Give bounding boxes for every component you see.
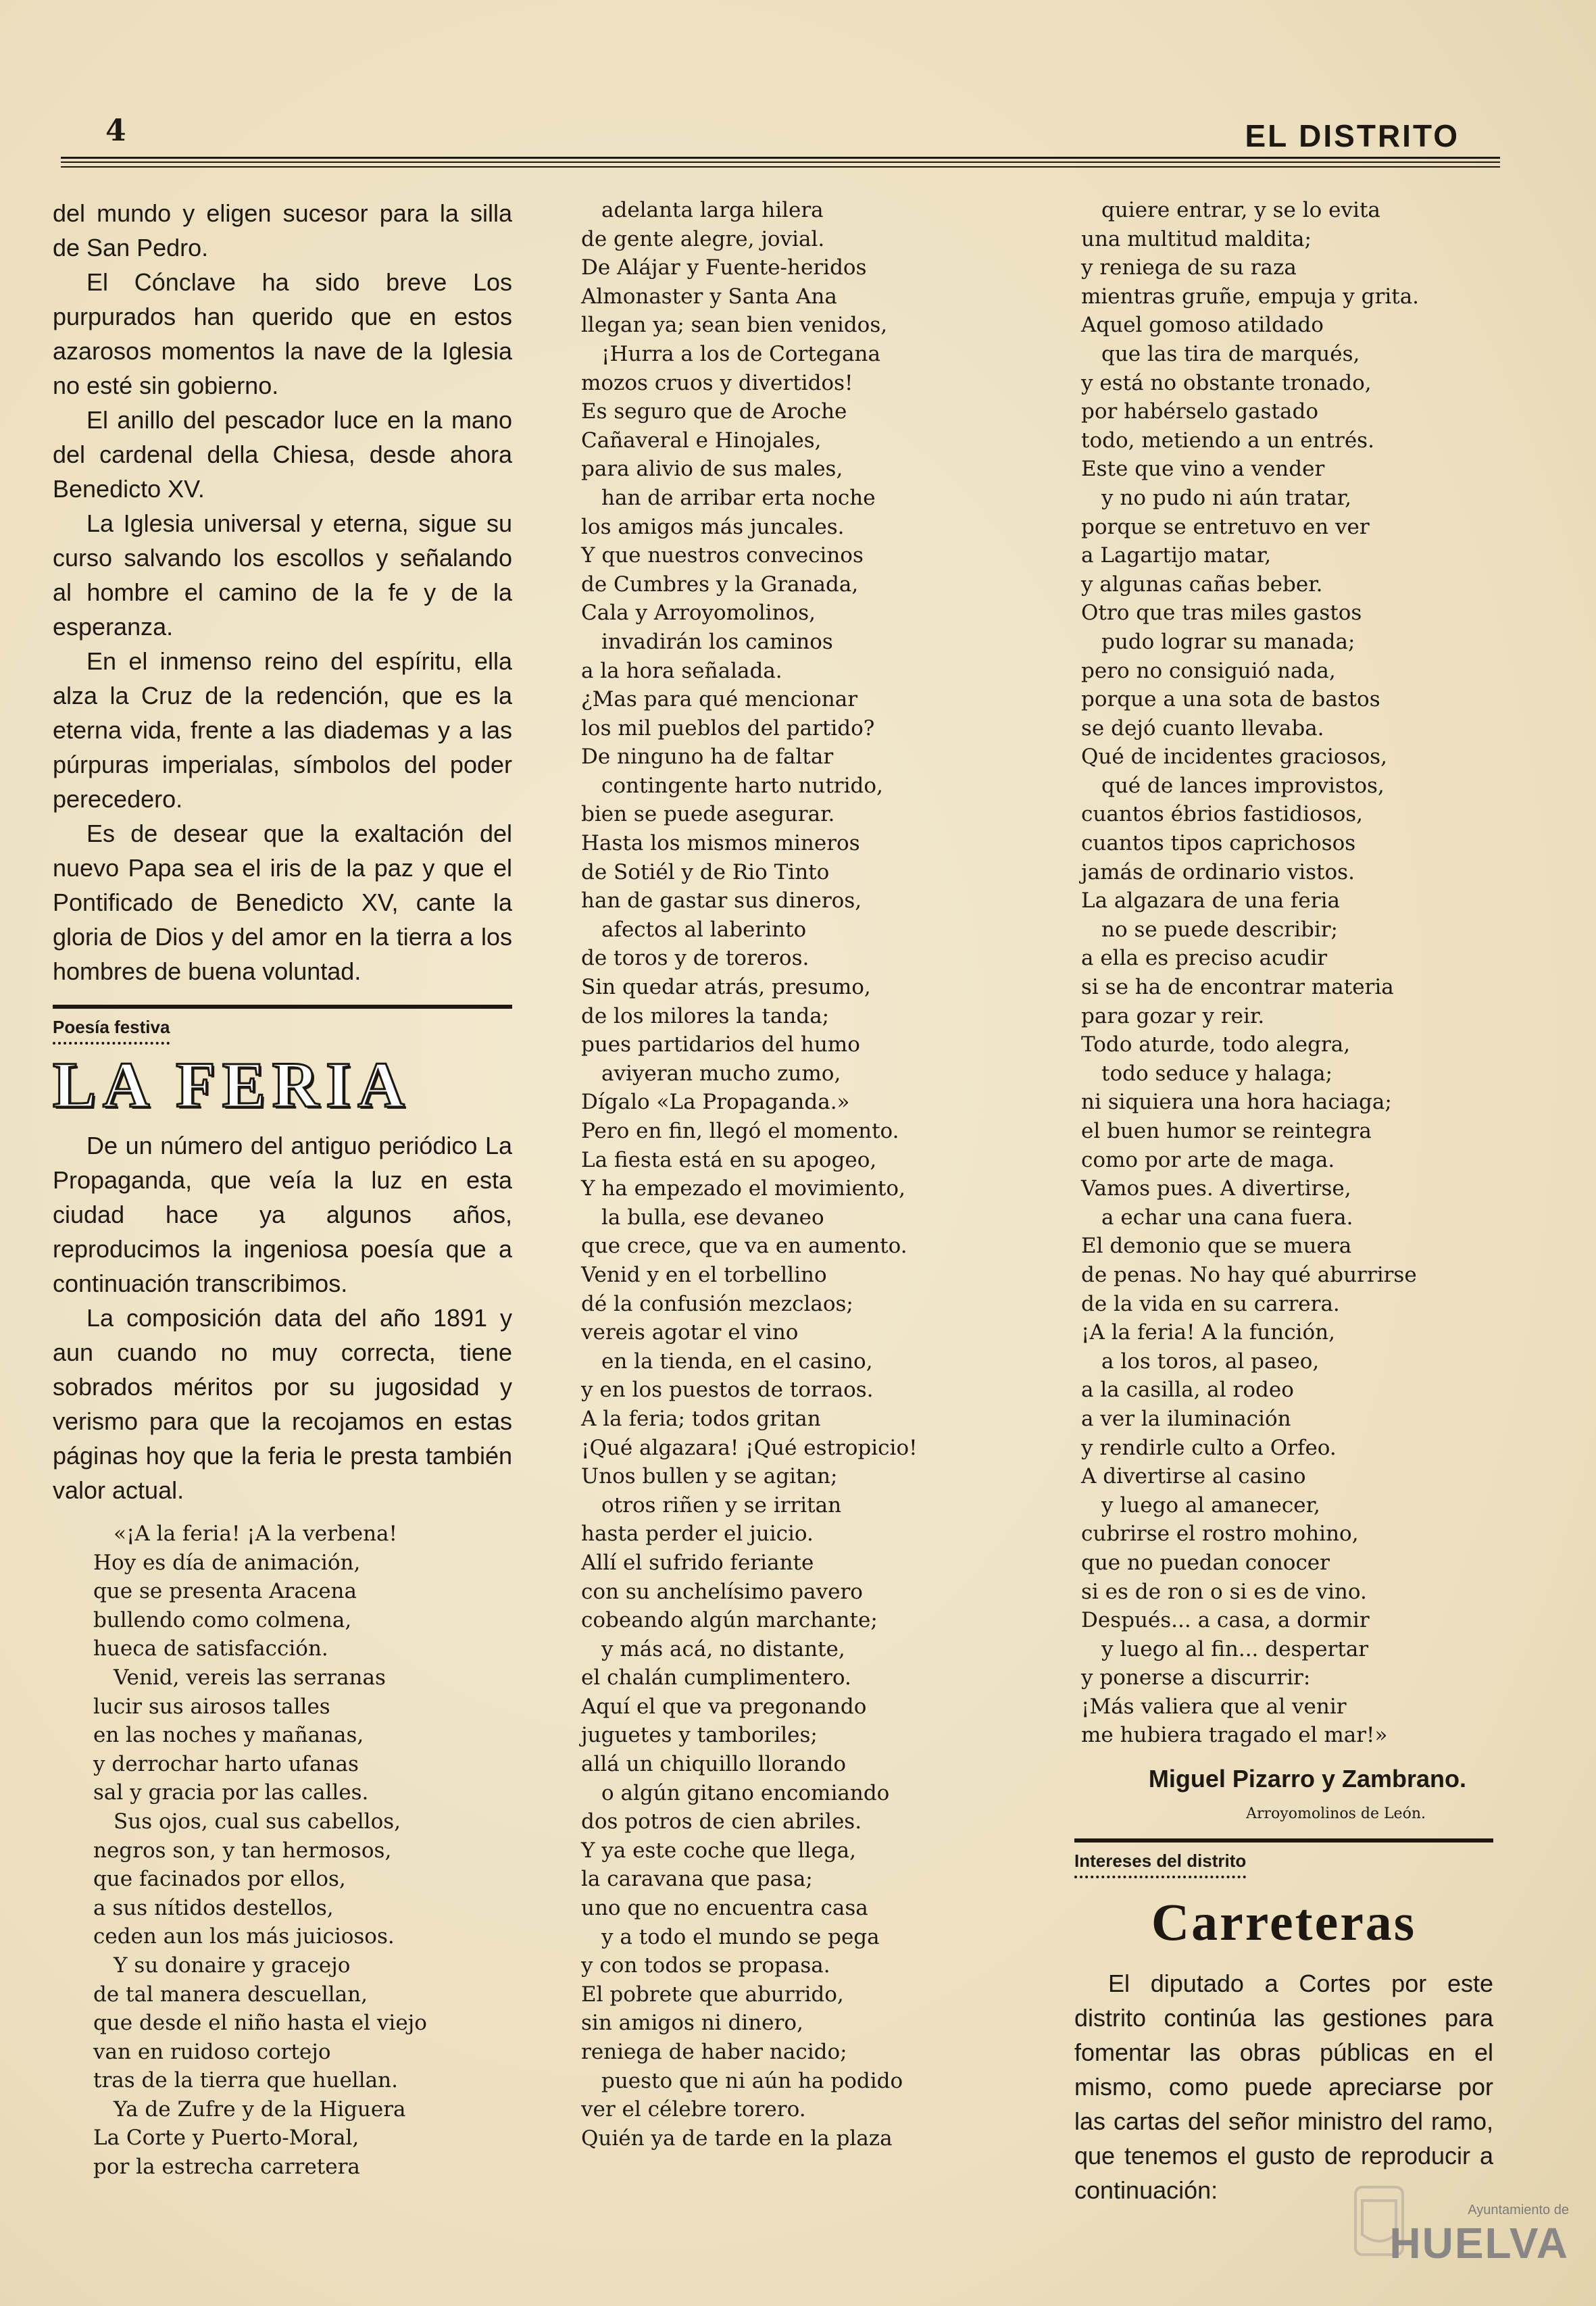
verse-line: ceden aun los más juiciosos. — [93, 1924, 395, 1949]
paragraph: De un número del antiguo periódico La Propaganda, que veía la luz en esta ciudad hace ya algunos años, reproducimos la ingeniosa poesía que a continuación transcribimos. — [53, 1132, 512, 1297]
verse-line: quiere entrar, y se lo evita — [1101, 198, 1380, 222]
verse-line: como por arte de maga. — [1081, 1147, 1335, 1172]
verse-line: A divertirse al casino — [1081, 1464, 1306, 1489]
verse-line: Y ha empezado el movimiento, — [581, 1176, 905, 1201]
verse-line: la caravana que pasa; — [581, 1867, 813, 1892]
verse-line: La fiesta está en su apogeo, — [581, 1147, 877, 1172]
verse-line: porque a una sota de bastos — [1081, 687, 1380, 712]
paragraph: El Cónclave ha sido breve Los purpurados han querido que en estos azarosos momentos la nave de la Iglesia no esté sin gobierno. — [53, 268, 512, 399]
verse-line: uno que no encuentra casa — [581, 1896, 868, 1921]
verse-line: Todo aturde, todo alegra, — [1081, 1032, 1351, 1057]
feria-intro — [53, 1128, 512, 1507]
verse-line: de los milores la tanda; — [581, 1003, 830, 1028]
verse-line: Sus ojos, cual sus cabellos, — [114, 1809, 401, 1834]
verse-line: ni siquiera una hora haciaga; — [1081, 1090, 1392, 1115]
verse-line: que las tira de marqués, — [1101, 341, 1360, 366]
verse-line: si es de ron o si es de vino. — [1081, 1579, 1367, 1604]
section-kicker: Poesía festiva — [53, 1017, 170, 1045]
verse-line: La Corte y Puerto-Moral, — [93, 2126, 359, 2151]
verse-line: y con todos se propasa. — [581, 1953, 830, 1978]
verse-line: me hubiera tragado el mar!» — [1081, 1723, 1388, 1748]
verse-line: Hasta los mismos mineros — [581, 831, 860, 856]
verse-line: y no pudo ni aún tratar, — [1101, 485, 1351, 510]
verse-line: que facinados por ellos, — [93, 1867, 346, 1892]
verse-line: a ella es preciso acudir — [1081, 946, 1328, 971]
verse-line: Y que nuestros convecinos — [581, 543, 864, 568]
verse-line: y reniega de su raza — [1081, 255, 1297, 280]
paragraph: El diputado a Cortes por este distrito continúa las gestiones para fomentar las obras públicas en el mismo, como puede apreciarse por las cartas del señor ministro del ramo, que tenemos el gusto de reproducir a continuación: — [1074, 1970, 1493, 2205]
verse-line: los amigos más juncales. — [581, 514, 845, 539]
column-1 — [53, 196, 512, 2182]
paragraph: Es de desear que la exaltación del nuevo Papa sea el iris de la paz y que el Pontificado de Benedicto XV, cante la gloria de Dios y del amor en la tierra a los hombres de buena voluntad. — [53, 820, 512, 985]
verse-line: cuantos tipos caprichosos — [1081, 831, 1356, 856]
verse-line: hasta perder el juicio. — [581, 1522, 814, 1547]
verse-line: hueca de satisfacción. — [93, 1636, 328, 1661]
verse-line: A la feria; todos gritan — [581, 1406, 821, 1431]
verse-line: llegan ya; sean bien venidos, — [581, 313, 888, 338]
page-number: 4 — [105, 114, 126, 148]
verse-line: pero no consiguió nada, — [1081, 658, 1336, 683]
article-benedicto-xv — [53, 196, 512, 988]
poem-verse-col2 — [574, 196, 1007, 2153]
verse-line: Almonaster y Santa Ana — [581, 284, 837, 309]
verse-line: Dígalo «La Propaganda.» — [581, 1090, 850, 1115]
verse-line: a sus nítidos destellos, — [93, 1895, 334, 1920]
verse-line: bien se puede asegurar. — [581, 802, 835, 827]
verse-line: y está no obstante tronado, — [1081, 370, 1372, 395]
verse-line: y luego al amanecer, — [1101, 1493, 1320, 1518]
verse-line: ¡Qué algazara! ¡Qué estropicio! — [581, 1435, 918, 1460]
verse-line: y en los puestos de torraos. — [581, 1378, 874, 1403]
verse-line: Después... a casa, a dormir — [1081, 1608, 1370, 1633]
verse-line: sin amigos ni dinero, — [581, 2011, 803, 2036]
verse-line: el buen humor se reintegra — [1081, 1119, 1372, 1143]
verse-line: Cañaveral e Hinojales, — [581, 428, 822, 453]
verse-line: Quién ya de tarde en la plaza — [581, 2126, 893, 2151]
verse-line: Allí el sufrido feriante — [581, 1550, 814, 1575]
verse-line: pudo lograr su manada; — [1101, 629, 1355, 654]
verse-line: Este que vino a vender — [1081, 457, 1325, 482]
verse-line: en la tienda, en el casino, — [601, 1349, 873, 1374]
verse-line: a los toros, al paseo, — [1101, 1349, 1320, 1374]
poem-verse-col1 — [53, 1520, 512, 2182]
running-header — [61, 114, 1500, 168]
poem-place: Arroyomolinos de León. — [1246, 1805, 1426, 1823]
column-3 — [1074, 196, 1493, 2207]
paragraph: En el inmenso reino del espíritu, ella alza la Cruz de la redención, que es la eterna vida, frente a las diademas y a las púrpuras imperialas, símbolos del poder perecedero. — [53, 647, 512, 813]
paragraph: La Iglesia universal y eterna, sigue su curso salvando los escollos y señalando al hombre el camino de la fe y de la esperanza. — [53, 509, 512, 641]
verse-line: Y su donaire y gracejo — [114, 1953, 351, 1978]
paragraph: del mundo y eligen sucesor para la silla de San Pedro. — [53, 199, 512, 261]
verse-line: juguetes y tamboriles; — [581, 1723, 818, 1748]
verse-line: El pobrete que aburrido, — [581, 1982, 844, 2007]
verse-line: que crece, que va en aumento. — [581, 1234, 907, 1259]
verse-line: jamás de ordinario vistos. — [1081, 859, 1355, 884]
verse-line: De Alájar y Fuente-heridos — [581, 255, 867, 280]
newspaper-name: EL DISTRITO — [1245, 118, 1460, 153]
watermark-line1: Ayuntamiento de — [1468, 2203, 1569, 2217]
verse-line: Pero en fin, llegó el momento. — [581, 1119, 899, 1143]
verse-line: Cala y Arroyomolinos, — [581, 601, 816, 626]
verse-line: La algazara de una feria — [1081, 888, 1340, 913]
verse-line: cuantos ébrios fastidiosos, — [1081, 802, 1364, 827]
verse-line: la bulla, ese devaneo — [601, 1205, 824, 1230]
verse-line: si se ha de encontrar materia — [1081, 975, 1394, 1000]
verse-line: Venid, vereis las serranas — [114, 1665, 386, 1690]
verse-line: a ver la iluminación — [1081, 1406, 1291, 1431]
verse-line: pues partidarios del humo — [581, 1032, 860, 1057]
verse-line: reniega de haber nacido; — [581, 2040, 847, 2064]
verse-line: no se puede describir; — [1101, 917, 1339, 942]
verse-line: a Lagartijo matar, — [1081, 543, 1272, 568]
verse-line: y más acá, no distante, — [601, 1636, 845, 1661]
section-divider — [53, 1005, 512, 1009]
verse-line: Qué de incidentes graciosos, — [1081, 745, 1387, 770]
verse-line: para alivio de sus males, — [581, 457, 843, 482]
article-title: LA FERIA — [53, 1049, 412, 1121]
verse-line: El demonio que se muera — [1081, 1234, 1352, 1259]
verse-line: todo seduce y halaga; — [1101, 1061, 1333, 1086]
verse-line: vereis agotar el vino — [581, 1320, 799, 1345]
verse-line: y algunas cañas beber. — [1081, 572, 1323, 597]
verse-line: ¡Más valiera que al venir — [1081, 1694, 1347, 1719]
verse-line: De ninguno ha de faltar — [581, 745, 834, 770]
verse-line: y derrochar harto ufanas — [93, 1751, 359, 1776]
article-title: Carreteras — [1151, 1893, 1417, 1952]
verse-line: dos potros de cien abriles. — [581, 1809, 862, 1834]
verse-line: y ponerse a discurrir: — [1081, 1665, 1311, 1690]
verse-line: de penas. No hay qué aburrirse — [1081, 1262, 1417, 1287]
verse-line: Venid y en el torbellino — [581, 1262, 827, 1287]
verse-line: allá un chiquillo llorando — [581, 1752, 847, 1777]
verse-line: una multitud maldita; — [1081, 226, 1312, 251]
verse-line: por la estrecha carretera — [93, 2155, 360, 2180]
verse-line: dé la confusión mezclaos; — [581, 1291, 853, 1316]
verse-line: bullendo como colmena, — [93, 1607, 352, 1632]
verse-line: lucir sus airosos talles — [93, 1694, 330, 1719]
verse-line: o algún gitano encomiando — [601, 1780, 890, 1805]
verse-line: que desde el niño hasta el viejo — [93, 2011, 427, 2036]
verse-line: qué de lances improvistos, — [1101, 773, 1385, 798]
verse-line: de Cumbres y la Granada, — [581, 572, 859, 597]
verse-line: todo, metiendo a un entrés. — [1081, 428, 1374, 453]
verse-line: han de arribar erta noche — [601, 485, 876, 510]
verse-line: los mil pueblos del partido? — [581, 716, 875, 741]
verse-line: sal y gracia por las calles. — [93, 1780, 369, 1805]
verse-line: para gozar y reir. — [1081, 1003, 1265, 1028]
verse-line: otros riñen y se irritan — [601, 1493, 842, 1518]
verse-line: «¡A la feria! ¡A la verbena! — [114, 1522, 397, 1546]
verse-line: a la hora señalada. — [581, 658, 782, 683]
verse-line: se dejó cuanto llevaba. — [1081, 716, 1324, 741]
verse-line: que no puedan conocer — [1081, 1550, 1330, 1575]
verse-line: tras de la tierra que huellan. — [93, 2068, 398, 2093]
verse-line: ¡A la feria! A la función, — [1081, 1320, 1335, 1345]
verse-line: ¿Mas para qué mencionar — [581, 687, 858, 712]
verse-line: Es seguro que de Aroche — [581, 399, 847, 424]
verse-line: que se presenta Aracena — [93, 1579, 357, 1604]
verse-line: Unos bullen y se agitan; — [581, 1464, 838, 1489]
header-single-rule — [61, 166, 1500, 168]
verse-line: contingente harto nutrido, — [601, 773, 883, 798]
verse-line: cobeando algún marchante; — [581, 1608, 878, 1633]
verse-line: ver el célebre torero. — [581, 2097, 806, 2122]
verse-line: y a todo el mundo se pega — [601, 1924, 880, 1949]
watermark-line2: HUELVA — [1389, 2219, 1569, 2267]
verse-line: porque se entretuvo en ver — [1081, 514, 1370, 539]
verse-line: Aquel gomoso atildado — [1081, 313, 1324, 338]
verse-line: puesto que ni aún ha podido — [601, 2068, 903, 2093]
verse-line: de toros y de toreros. — [581, 946, 809, 971]
verse-line: Ya de Zufre y de la Higuera — [114, 2097, 406, 2122]
verse-line: y rendirle culto a Orfeo. — [1081, 1435, 1337, 1460]
verse-line: negros son, y tan hermosos, — [93, 1838, 392, 1863]
verse-line: Y ya este coche que llega, — [581, 1838, 856, 1863]
verse-line: afectos al laberinto — [601, 917, 807, 942]
verse-line: en las noches y mañanas, — [93, 1723, 364, 1748]
section-divider — [1074, 1838, 1493, 1843]
poem-signature: Miguel Pizarro y Zambrano. — [1148, 1765, 1466, 1793]
verse-line: con su anchelísimo pavero — [581, 1579, 863, 1604]
verse-line: de la vida en su carrera. — [1081, 1291, 1340, 1316]
paragraph: El anillo del pescador luce en la mano del cardenal della Chiesa, desde ahora Benedicto XV. — [53, 406, 512, 503]
column-2 — [574, 196, 1007, 2153]
verse-line: a la casilla, al rodeo — [1081, 1378, 1294, 1403]
verse-line: de Sotiél y de Rio Tinto — [581, 859, 830, 884]
verse-line: Hoy es día de animación, — [93, 1550, 361, 1575]
header-double-rule — [61, 157, 1500, 163]
verse-line: ¡Hurra a los de Cortegana — [601, 341, 880, 366]
verse-line: Vamos pues. A divertirse, — [1081, 1176, 1351, 1201]
verse-line: mientras gruñe, empuja y grita. — [1081, 284, 1420, 309]
verse-line: de tal manera descuellan, — [93, 1982, 368, 2007]
verse-line: aviyeran mucho zumo, — [601, 1061, 841, 1086]
verse-line: y luego al fin... despertar — [1101, 1636, 1369, 1661]
verse-line: el chalán cumplimentero. — [581, 1665, 851, 1690]
verse-line: van en ruidoso cortejo — [93, 2039, 331, 2064]
verse-line: han de gastar sus dineros, — [581, 888, 862, 913]
verse-line: mozos cruos y divertidos! — [581, 370, 853, 395]
paragraph: La composición data del año 1891 y aun cuando no muy correcta, tiene sobrados méritos por su jugosidad y verismo para que la recojamos en estas páginas hoy que la feria le presta también valor actual. — [53, 1304, 512, 1504]
verse-line: Aquí el que va pregonando — [581, 1694, 867, 1719]
section-kicker: Intereses del distrito — [1074, 1851, 1246, 1878]
verse-line: Otro que tras miles gastos — [1081, 601, 1362, 626]
verse-line: a echar una cana fuera. — [1101, 1205, 1353, 1230]
verse-line: de gente alegre, jovial. — [581, 226, 825, 251]
verse-line: adelanta larga hilera — [601, 198, 824, 222]
verse-line: por habérselo gastado — [1081, 399, 1319, 424]
verse-line: cubrirse el rostro mohino, — [1081, 1522, 1359, 1547]
poem-verse-col3 — [1074, 196, 1493, 1750]
verse-line: invadirán los caminos — [601, 629, 833, 654]
verse-line: Sin quedar atrás, presumo, — [581, 975, 871, 1000]
